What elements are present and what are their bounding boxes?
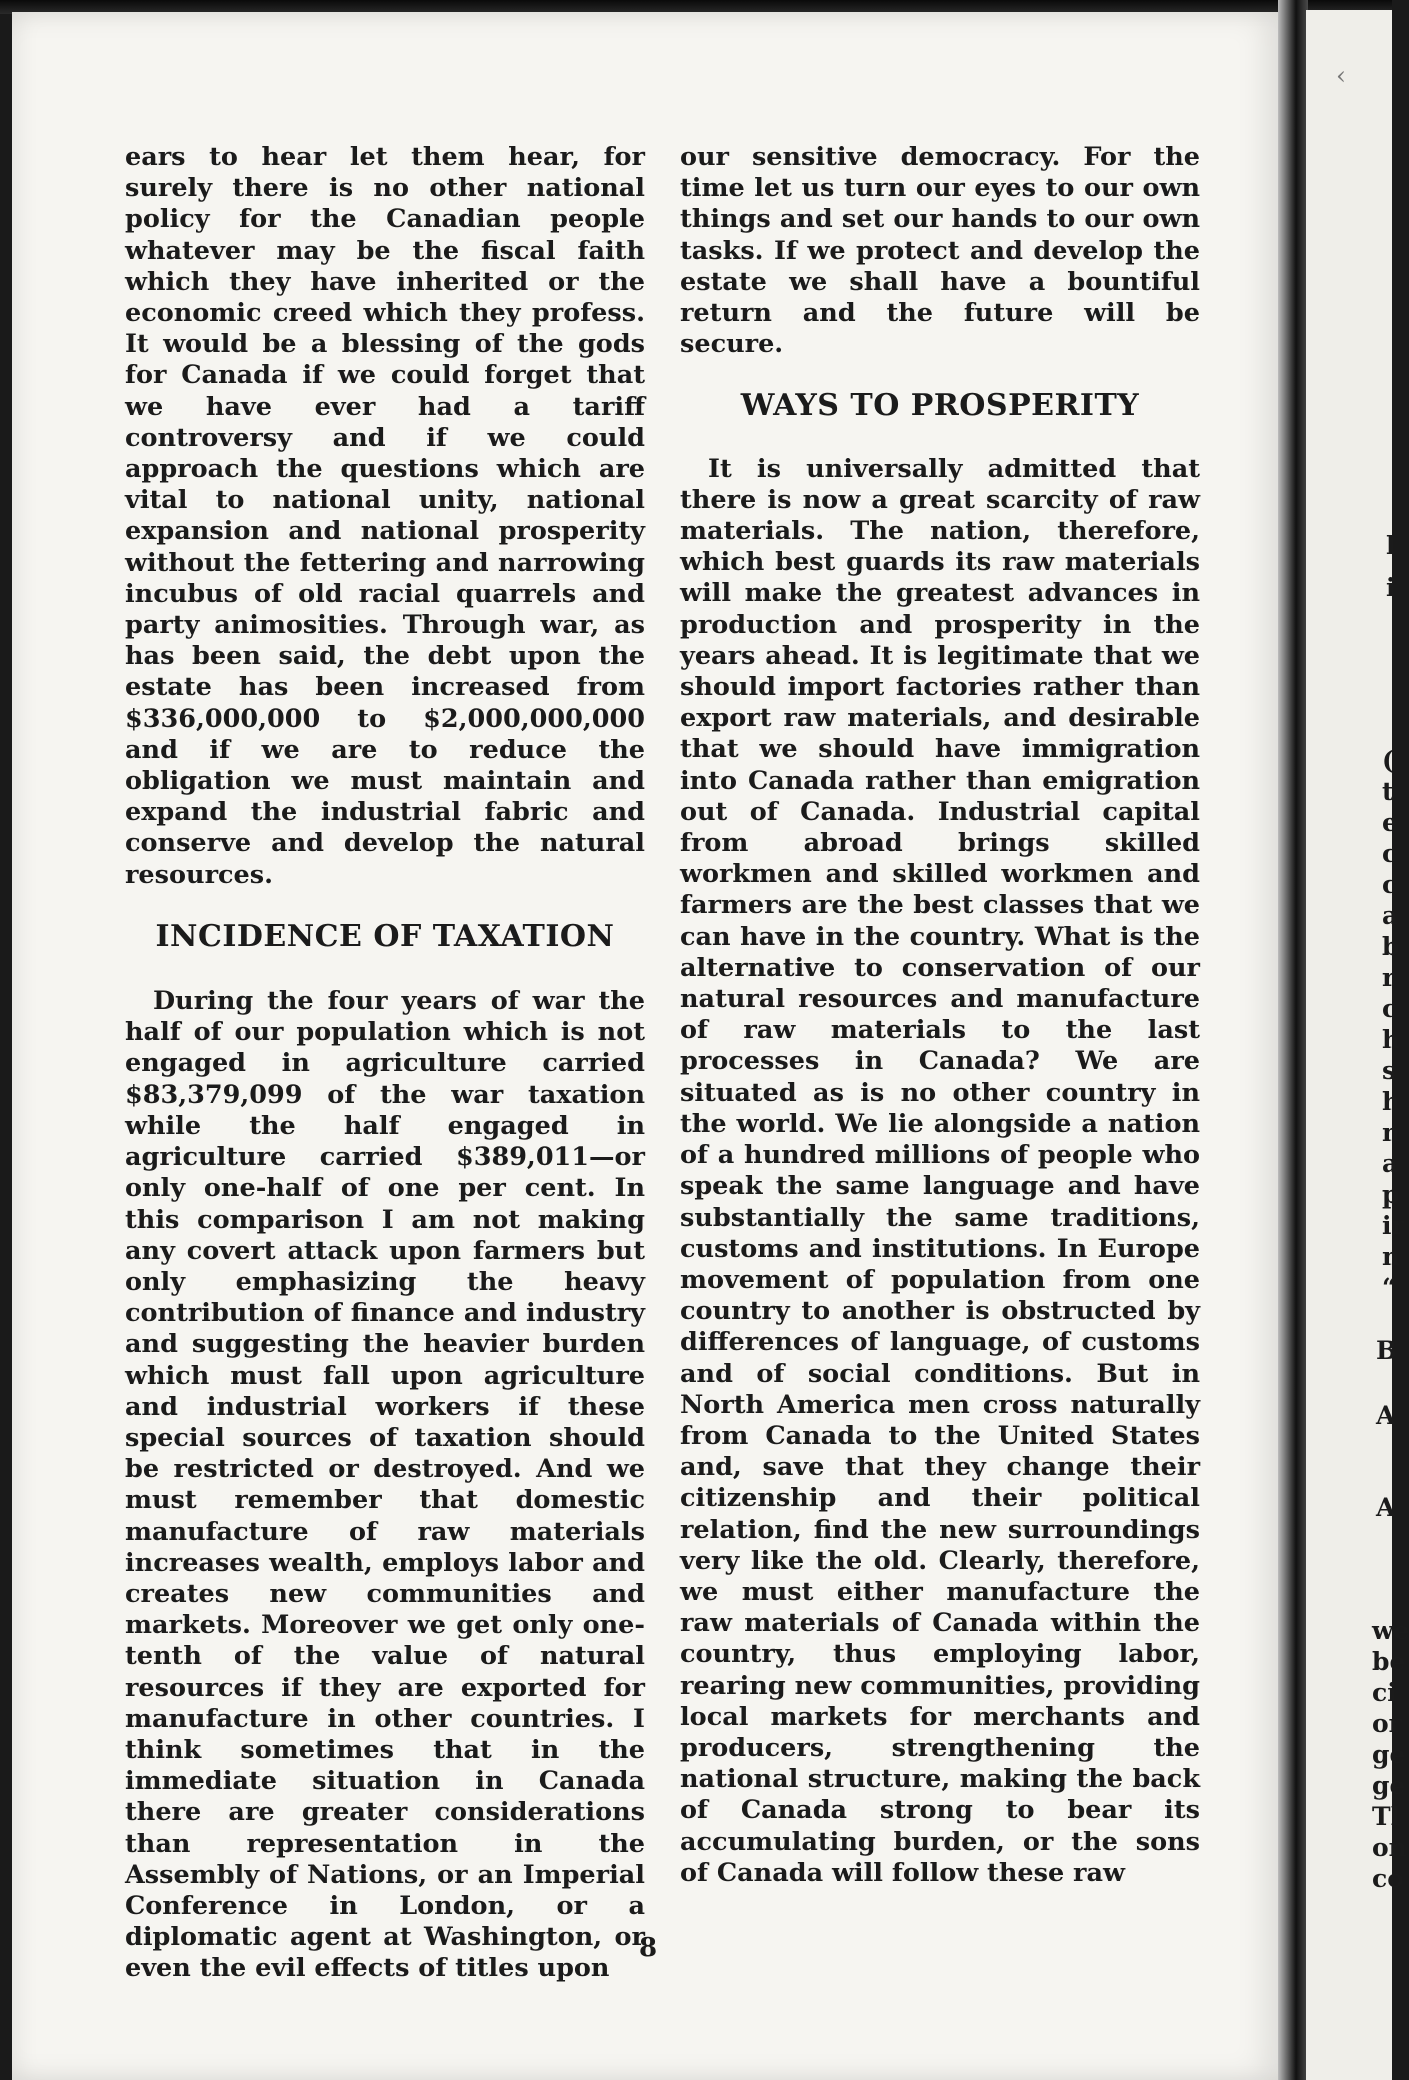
fragment-20: “ xyxy=(1382,1273,1397,1302)
fragment-10: r xyxy=(1382,963,1396,992)
left-column xyxy=(125,142,645,1985)
left-paragraph-2: During the four years of war the half of our population which is not engaged in agriculture carried $83,379,099 of the war taxation while the half engaged in agriculture carried $389,011—or only one-half of one per cent. In this comparison I am not making any covert attack upon farmers but only emphasizing the heavy contribution of finance and industry and suggesting the heavier burden which must fall upon agriculture and industrial workers if these special sources of taxation should be restricted or destroyed. And we must remember that domestic manufacture of raw materials increases wealth, employs labor and creates new communities and markets. Moreover we get only one-tenth of the value of natural resources if they are exported for manufacture in other countries. I think sometimes that in the immediate situation in Canada there are greater considerations than representation in the Assembly of Nations, or an Imperial Conference in London, or a diplomatic agent at Washington, or even the evil effects of titles upon xyxy=(125,986,645,1984)
right-paragraph-1: our sensitive democracy. For the time let us turn our eyes to our own things and set our hands to our own tasks. If we protect and develop the estate we shall have a bountiful return and the future will be secure. xyxy=(680,142,1200,360)
fragment-21: B xyxy=(1376,1336,1398,1365)
fragment-6: c xyxy=(1382,839,1398,868)
section-heading-incidence-of-taxation: INCIDENCE OF TAXATION xyxy=(155,918,615,954)
fragment-24: we xyxy=(1372,1616,1409,1645)
fragment-23: A xyxy=(1376,1493,1396,1522)
section-heading-ways-to-prosperity: WAYS TO PROSPERITY xyxy=(740,388,1140,424)
book-spine-gutter xyxy=(1278,0,1308,2080)
fragment-18: ir xyxy=(1382,1211,1405,1240)
fragment-16: a xyxy=(1382,1149,1399,1178)
fragment-28: ge xyxy=(1372,1740,1406,1769)
fragment-4: t xyxy=(1382,777,1394,806)
fragment-5: e xyxy=(1382,808,1398,837)
fragment-7: c xyxy=(1382,870,1398,899)
fragment-19: n xyxy=(1382,1242,1401,1271)
fragment-15: n xyxy=(1382,1118,1401,1147)
fragment-11: c xyxy=(1382,994,1398,1023)
document-page xyxy=(12,12,1284,2080)
fragment-32: co xyxy=(1372,1864,1404,1893)
fragment-17: p xyxy=(1382,1180,1400,1209)
right-column xyxy=(680,142,1200,1889)
fragment-0: ‹ xyxy=(1336,61,1346,90)
fragment-26: ci xyxy=(1372,1678,1397,1707)
page-number: 8 xyxy=(638,1933,658,1963)
fragment-13: s xyxy=(1382,1056,1397,1085)
right-paragraph-2: It is universally admitted that there is now a great scarcity of raw materials. The nation, therefore, which best guards its raw materials will make the greatest advances in production and prosperity in the years ahead. It is legitimate that we should import factories rather than export raw materials, and desirable that we should have immigration into Canada rather than emigration out of Canada. Industrial capital from abroad brings skilled workmen and skilled workmen and farmers are the best classes that we can have in the country. What is the alternative to conservation of our natural resources and manufacture of raw materials to the last processes in Canada? We are situated as is no other country in the world. We lie alongside a nation of a hundred millions of people who speak the same language and have substantially the same traditions, customs and institutions. In Europe movement of population from one country to another is obstructed by differences of language, of customs and of social conditions. But in North America men cross naturally from Canada to the United States and, save that they change their citizenship and their political relation, find the new surroundings very like the old. Clearly, therefore, we must either manufacture the raw materials of Canada within the country, thus employing labor, rearing new communities, providing local markets for merchants and producers, strengthening the national structure, making the back of Canada strong to bear its accumulating burden, or the sons of Canada will follow these raw xyxy=(680,453,1200,1888)
fragment-3: ( xyxy=(1382,746,1394,775)
fragment-8: a xyxy=(1382,901,1399,930)
adjacent-page-edge xyxy=(1306,10,1409,2080)
fragment-31: on xyxy=(1372,1833,1407,1862)
fragment-14: h xyxy=(1382,1087,1401,1116)
fragment-25: be xyxy=(1372,1647,1406,1676)
fragment-12: h xyxy=(1382,1025,1401,1054)
left-paragraph-1: ears to hear let them hear, for surely there is no other national policy for the Canadian people whatever may be the fiscal faith which they have inherited or the economic creed which they profess. It would be a blessing of the gods for Canada if we could forget that we have ever had a tariff controversy and if we could approach the questions which are vital to national unity, national expansion and national prosperity without the fettering and narrowing incubus of old racial quarrels and party animosities. Through war, as has been said, the debt upon the estate has been increased from $336,000,000 to $2,000,000,000 and if we are to reduce the obligation we must maintain and expand the industrial fabric and conserve and develop the natural resources. xyxy=(125,142,645,890)
fragment-30: Tl xyxy=(1372,1802,1401,1831)
fragment-1: l xyxy=(1386,531,1396,560)
fragment-22: A xyxy=(1376,1401,1396,1430)
fragment-9: b xyxy=(1382,932,1400,961)
fragment-2: i xyxy=(1386,573,1396,602)
fragment-27: or xyxy=(1372,1709,1402,1738)
fragment-29: ge xyxy=(1372,1771,1406,1800)
